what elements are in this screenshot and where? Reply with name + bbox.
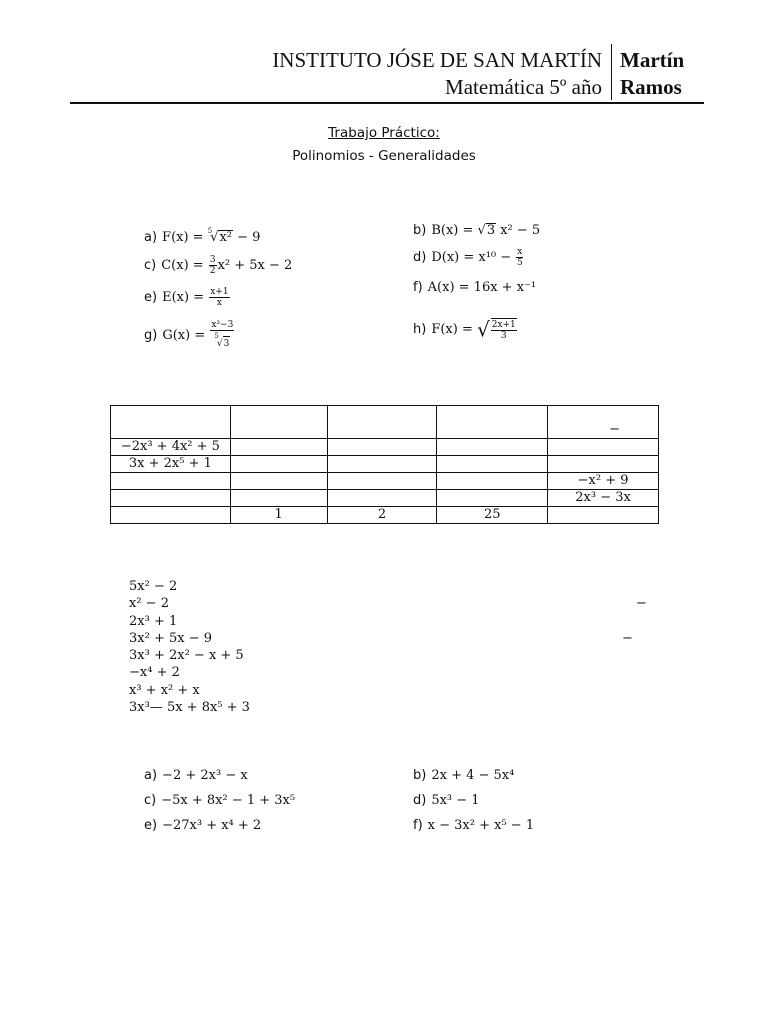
table-cell — [230, 473, 327, 490]
title-line-2: Polinomios - Generalidades — [292, 148, 476, 164]
polynomial-table — [110, 405, 659, 524]
table-cell — [437, 439, 548, 456]
table-cell — [111, 406, 231, 439]
subject-name: Matemática 5º año — [445, 75, 602, 99]
table-cell: −2x³ + 4x² + 5 — [111, 439, 231, 456]
exercise1-a: a) F(x) = $^5$√x² − 9 — [144, 227, 261, 245]
table-cell — [327, 473, 437, 490]
table-cell — [437, 456, 548, 473]
exercise3-c: c) −5x + 8x² − 1 + 3x⁵ — [144, 793, 296, 808]
exercise1-g: g) G(x) = $\frac{\text{x³−3}}{^5√3}$ — [144, 320, 234, 349]
exercise3-f: f) x − 3x² + x⁵ − 1 — [413, 818, 535, 833]
exercise1-c: c) C(x) = $\frac{3}{2}$ x² + 5x − 2 — [144, 255, 293, 276]
table-cell: 1 — [230, 507, 327, 524]
table-cell — [327, 439, 437, 456]
list-item: 5x² − 2 — [129, 579, 178, 594]
table-row — [111, 406, 659, 439]
table-cell — [230, 456, 327, 473]
table-cell — [437, 406, 548, 439]
table-cell — [111, 473, 231, 490]
table-cell: 25 — [437, 507, 548, 524]
table-cell — [437, 490, 548, 507]
exercise1-d: d) D(x) = x¹⁰ − $\frac{x}{5}$ — [413, 247, 523, 268]
table-cell — [548, 507, 659, 524]
table-row — [111, 439, 659, 456]
table-cell — [548, 439, 659, 456]
list-item: 2x³ + 1 — [129, 613, 178, 629]
table-cell — [111, 490, 231, 507]
table-cell — [230, 490, 327, 507]
table-cell — [327, 456, 437, 473]
stray-dash: − — [622, 631, 633, 646]
table-cell: − — [548, 406, 659, 439]
table-row — [111, 473, 659, 490]
exercise1-b: b) B(x) = √3 x² − 5 — [413, 223, 541, 238]
exercise1-f: f) A(x) = 16x + x⁻¹ — [413, 280, 537, 295]
square-root-sign: √ $\frac{2x+1}{3}$ — [476, 317, 516, 342]
table-cell — [230, 439, 327, 456]
school-name: INSTITUTO JÓSE DE SAN MARTÍN — [272, 48, 602, 72]
table-row — [111, 490, 659, 507]
table-cell — [327, 406, 437, 439]
exercise3-b: b) 2x + 4 − 5x⁴ — [413, 768, 515, 783]
list-item: 3x³ + 2x² − x + 5 — [129, 648, 244, 664]
exercise1-e: e) E(x) = $\frac{x+1}{x}$ — [144, 287, 229, 308]
page-title — [0, 122, 768, 168]
table-cell: −x² + 9 — [548, 473, 659, 490]
header-divider — [611, 44, 612, 100]
list-item: x³ + x² + x — [129, 682, 200, 698]
table-cell — [327, 490, 437, 507]
table-cell — [437, 473, 548, 490]
stray-dash: − — [636, 596, 647, 611]
exercise3-d: d) 5x³ − 1 — [413, 793, 480, 808]
author-first-name: Martín — [620, 48, 685, 72]
table-row — [111, 456, 659, 473]
table-cell — [548, 456, 659, 473]
list-item: x² − 2 — [129, 596, 169, 612]
exercise3-e: e) −27x³ + x⁴ + 2 — [144, 818, 262, 833]
polynomial-list — [129, 578, 250, 716]
table-cell: 2 — [327, 507, 437, 524]
author-last-name: Ramos — [620, 75, 682, 99]
table-cell: 2x³ − 3x — [548, 490, 659, 507]
list-item: 3x² + 5x − 9 — [129, 630, 213, 646]
table-row — [111, 507, 659, 524]
exercise1-h: h) F(x) = √ $\frac{2x+1}{3}$ — [413, 317, 516, 342]
exercise3-a: a) −2 + 2x³ − x — [144, 768, 248, 783]
list-item: −x⁴ + 2 — [129, 665, 180, 681]
table-cell: 3x + 2x⁵ + 1 — [111, 456, 231, 473]
table-cell — [230, 406, 327, 439]
title-line-1: Trabajo Práctico: — [328, 125, 440, 141]
table-cell — [111, 507, 231, 524]
header-institution — [272, 47, 602, 101]
list-item: 3x³— 5x + 8x⁵ + 3 — [129, 700, 250, 716]
header-rule — [70, 102, 704, 104]
header-author — [620, 47, 684, 101]
